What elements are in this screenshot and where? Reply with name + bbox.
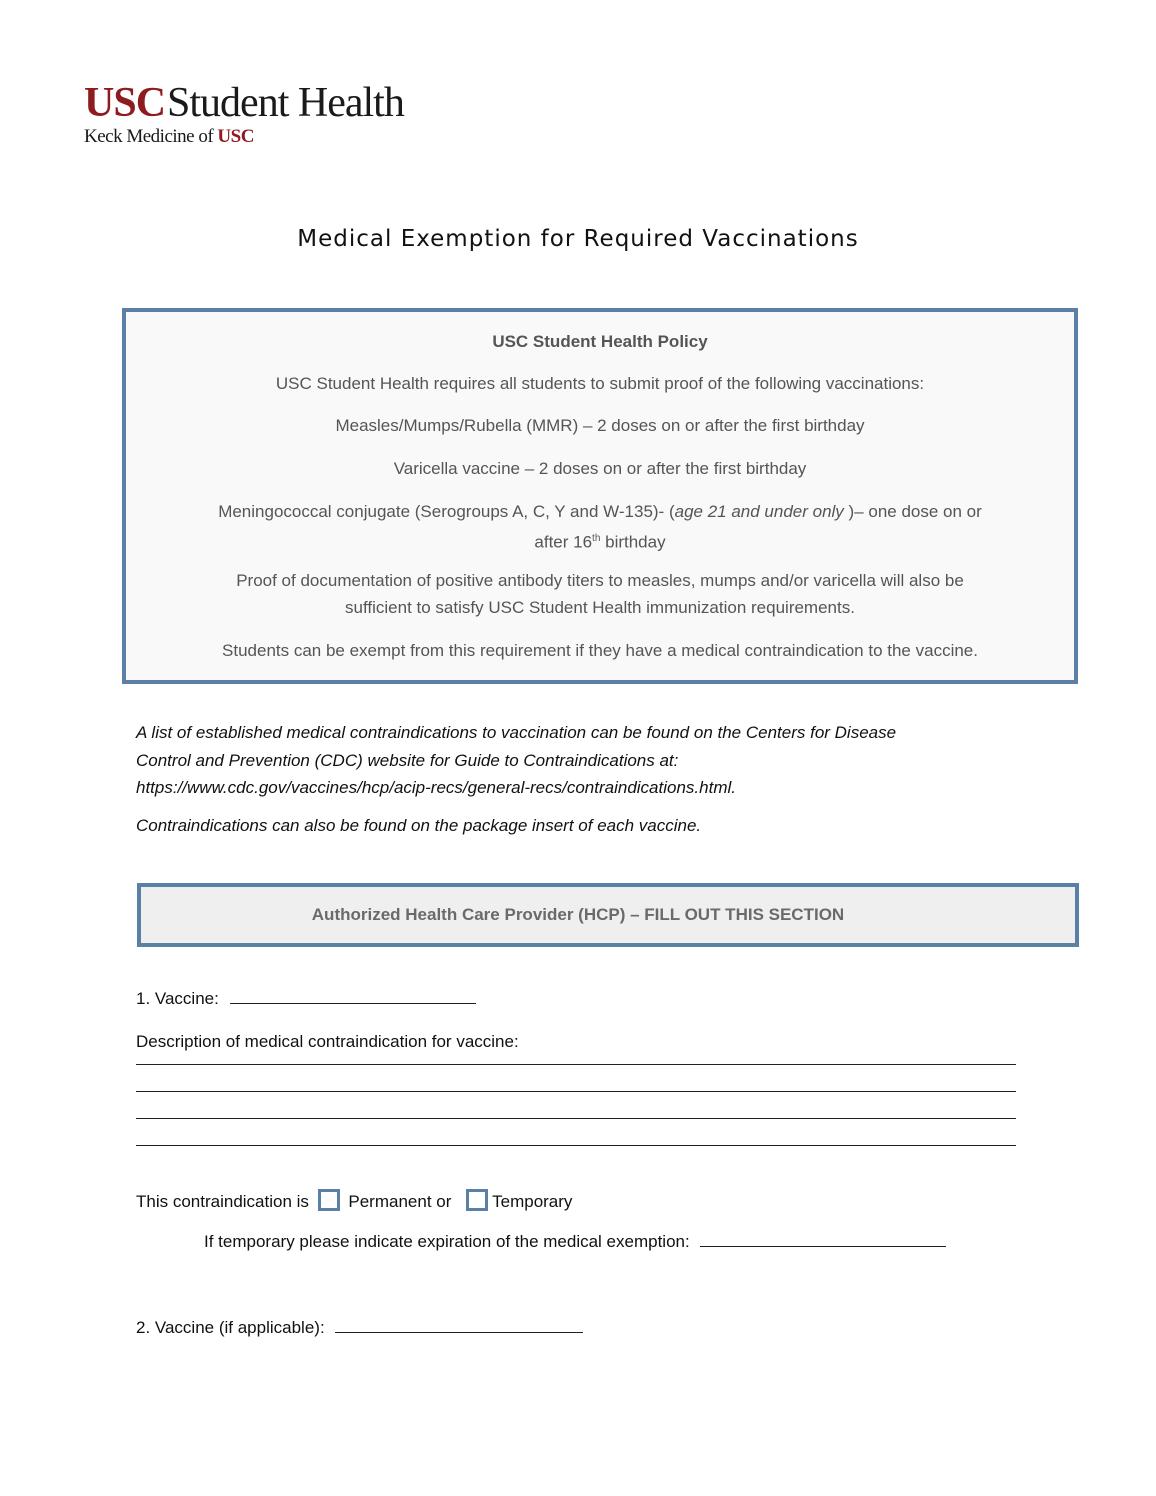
permanent-label: Permanent or [348, 1192, 452, 1211]
temporary-label: Temporary [492, 1192, 573, 1211]
description-line-4[interactable] [136, 1145, 1016, 1146]
description-line-1[interactable] [136, 1064, 1016, 1065]
contraindication-prefix: This contraindication is [136, 1192, 309, 1211]
vaccine2-field[interactable] [335, 1318, 583, 1333]
mening-sup: th [592, 533, 601, 544]
description-line-2[interactable] [136, 1091, 1016, 1092]
vaccine2-row [136, 1318, 583, 1338]
policy-mmr: Measles/Mumps/Rubella (MMR) – 2 doses on or after the first birthday [335, 416, 865, 435]
mening-age-note: age 21 and under only [674, 502, 849, 521]
vaccine1-label: 1. Vaccine: [136, 989, 219, 1008]
vaccine2-label: 2. Vaccine (if applicable): [136, 1318, 325, 1337]
logo-student-health: Student Health [167, 80, 404, 126]
titers-line1: Proof of documentation of positive antibody titers to measles, mumps and/or varicella will also be [236, 571, 964, 590]
temporary-checkbox[interactable] [466, 1189, 488, 1211]
mening-post: )– one dose on or [848, 502, 982, 521]
description-label: Description of medical contraindication for vaccine: [136, 1032, 519, 1051]
expiration-label: If temporary please indicate expiration of the medical exemption: [204, 1232, 690, 1251]
policy-heading: USC Student Health Policy [492, 332, 708, 351]
cdc-line2: Control and Prevention (CDC) website for Guide to Contraindications at: [136, 750, 679, 770]
mening-pre: Meningococcal conjugate (Serogroups A, C, Y and W-135)- ( [218, 502, 675, 521]
titers-line2: sufficient to satisfy USC Student Health immunization requirements. [345, 598, 855, 617]
logo-sub-prefix: Keck Medicine of [84, 126, 218, 147]
mening-line2-post: birthday [600, 532, 666, 552]
policy-meningococcal [126, 498, 1074, 556]
description-line-3[interactable] [136, 1118, 1016, 1119]
cdc-note [136, 719, 1016, 802]
permanent-checkbox[interactable] [318, 1189, 340, 1211]
cdc-url-link[interactable]: https://www.cdc.gov/vaccines/hcp/acip-recs/general-recs/contraindications.html. [136, 778, 736, 797]
logo-title [84, 82, 404, 124]
policy-intro: USC Student Health requires all students to submit proof of the following vaccinations: [275, 374, 925, 393]
policy-titers [126, 567, 1074, 621]
hcp-section-header [137, 883, 1079, 947]
vaccine1-field[interactable] [230, 989, 476, 1004]
policy-varicella: Varicella vaccine – 2 doses on or after the first birthday [393, 459, 807, 478]
logo-sub-usc: USC [217, 126, 254, 147]
policy-box [122, 308, 1078, 684]
policy-exempt: Students can be exempt from this requirement if they have a medical contraindication to the vaccine. [222, 641, 978, 660]
contraindication-type-row [136, 1189, 572, 1212]
hcp-heading: Authorized Health Care Provider (HCP) – FILL OUT THIS SECTION [311, 905, 845, 924]
logo-usc: USC [84, 80, 166, 126]
package-insert-note: Contraindications can also be found on the package insert of each vaccine. [136, 816, 702, 835]
logo-subtitle [84, 126, 404, 148]
cdc-line1: A list of established medical contraindications to vaccination can be found on the Centers for Disease [136, 723, 897, 742]
vaccine1-row [136, 989, 476, 1009]
mening-line2-pre: after 16 [534, 532, 593, 552]
page-title: Medical Exemption for Required Vaccinations [297, 226, 859, 252]
expiration-field[interactable] [700, 1232, 946, 1247]
expiration-row [204, 1232, 946, 1252]
usc-student-health-logo [84, 82, 404, 148]
